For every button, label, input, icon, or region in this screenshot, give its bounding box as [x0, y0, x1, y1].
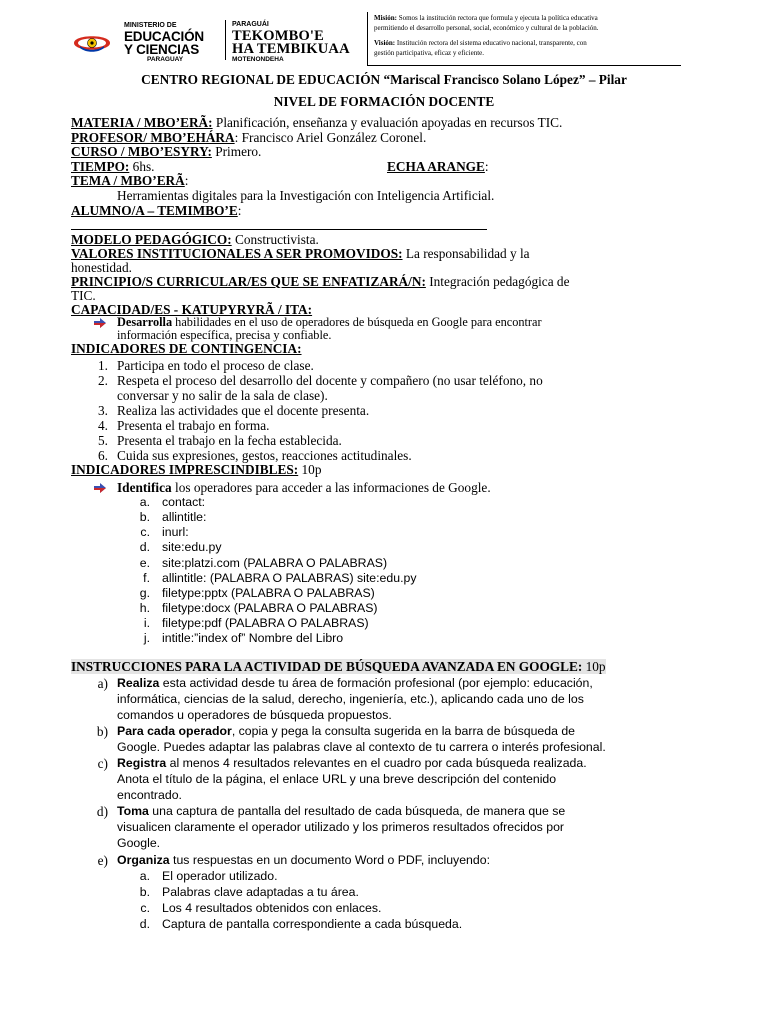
operator-item: allintitle: (PALABRA O PALABRAS) site:edu.py [162, 571, 417, 585]
guarani-line4: MOTENONDEHA [232, 56, 284, 63]
operator-item: filetype:docx (PALABRA O PALABRAS) [162, 601, 378, 615]
instr-d [117, 804, 565, 819]
instr-d-text2: visualicen claramente el operador utilizado y los primeros resultados ofrecidos por [117, 820, 565, 834]
contingencia-item-num: 6. [98, 448, 108, 463]
instr-e-item-num: a. [139, 869, 150, 883]
instr-a-text2: informática, ciencias de la salud, derecho, ingeniería, etc.), aplicando cada uno de los [117, 692, 584, 706]
instr-c-num: c) [97, 756, 108, 771]
instr-e-item-num: d. [139, 917, 150, 931]
principio-value: Integración pedagógica de [425, 274, 570, 289]
contingencia-item-num: 5. [98, 433, 108, 448]
instrucciones-score: 10p [582, 659, 606, 674]
instr-b-bold: Para cada operador [117, 724, 232, 738]
instr-b-text2: Google. Puedes adaptar las palabras clave al contexto de tu carrera o interés profesional. [117, 740, 606, 754]
instr-c [117, 756, 587, 771]
ministry-line3: Y CIENCIAS [124, 42, 200, 57]
valores-label: VALORES INSTITUCIONALES A SER PROMOVIDOS: [71, 246, 403, 261]
contingencia-item: Presenta el trabajo en la fecha establecida. [117, 433, 342, 448]
operator-item: contact: [162, 495, 206, 509]
tema-value: Herramientas digitales para la Investigación con Inteligencia Artificial. [117, 188, 495, 203]
operator-item-num: f. [143, 571, 150, 585]
capacidad-rest: habilidades en el uso de operadores de búsqueda en Google para encontrar [172, 315, 542, 329]
instr-e-bold: Organiza [117, 853, 170, 867]
mission-line [374, 13, 681, 23]
profesor-label: PROFESOR/ MBO’EHÁRA [71, 130, 235, 145]
valores-value2: honestidad. [71, 260, 132, 275]
vision-line2: gestión participativa, eficaz y eficiente. [374, 49, 485, 57]
instr-e-item: Palabras clave adaptadas a tu área. [162, 885, 359, 899]
materia-value: Planificación, enseñanza y evaluación apoyadas en recursos TIC. [212, 115, 563, 130]
guarani-line1: PARAGUÁI [232, 21, 269, 28]
contingencia-item-num: 2. [98, 373, 108, 388]
instr-d-bold: Toma [117, 804, 149, 818]
materia-label: MATERIA / MBO’ERÃ: [71, 115, 213, 130]
operator-item: filetype:pdf (PALABRA O PALABRAS) [162, 616, 369, 630]
capacidad-label-text: CAPACIDAD/ES - KATUPYRYRÃ / ITA: [71, 302, 313, 317]
imprescindibles-lead-text: los operadores para acceder a las informaciones de Google. [171, 480, 491, 495]
guarani-logo [232, 18, 372, 64]
tema-label: TEMA / MBO’ERÃ [71, 173, 185, 188]
vision-label: Visión: [374, 39, 396, 47]
capacidad-bold: Desarrolla [117, 315, 173, 329]
alumno-colon: : [237, 203, 242, 218]
profesor-value: : Francisco Ariel González Coronel. [234, 130, 427, 145]
instr-a-num: a) [97, 676, 108, 691]
tema-line [71, 173, 188, 188]
instr-a-bold: Realiza [117, 676, 160, 690]
alumno-line [71, 203, 241, 218]
mission-text: Somos la institución rectora que formula y ejecuta la política educativa [396, 14, 598, 22]
instr-a-text3: comandos u operadores de búsqueda propuestos. [117, 708, 392, 722]
arrow-bullet-icon [94, 318, 106, 328]
ministry-line2: EDUCACIÓN [124, 29, 204, 44]
instr-e-item-num: c. [140, 901, 150, 915]
contingencia-item: Presenta el trabajo en forma. [117, 418, 270, 433]
imprescindibles-label: INDICADORES IMPRESCINDIBLES: [71, 462, 299, 477]
imprescindibles-lead [117, 480, 491, 495]
principio-value2: TIC. [71, 288, 96, 303]
contingencia-item-num: 1. [98, 358, 108, 373]
paraguay-seal-icon [72, 30, 112, 56]
tiempo-value: 6hs. [129, 159, 155, 174]
curso-value: Primero. [211, 144, 262, 159]
tiempo-label: TIEMPO: [71, 159, 130, 174]
contingencia-item: conversar y no salir de la sala de clase). [117, 388, 328, 403]
ministry-line4: PARAGUAY [147, 56, 184, 63]
modelo-value: Constructivista. [231, 232, 319, 247]
operator-item-num: d. [139, 540, 150, 554]
imprescindibles-lead-bold: Identifica [117, 480, 172, 495]
level-title: NIVEL DE FORMACIÓN DOCENTE [273, 94, 495, 109]
fecha-label: ECHA ARANGE [387, 159, 485, 174]
mission-label: Misión: [374, 14, 397, 22]
contingencia-item-num: 4. [98, 418, 108, 433]
instr-c-text3: encontrado. [117, 788, 182, 802]
instr-e-num: e) [97, 853, 108, 868]
contingencia-item: Participa en todo el proceso de clase. [117, 358, 314, 373]
instr-e-item: Los 4 resultados obtenidos con enlaces. [162, 901, 382, 915]
tiempo-line [71, 159, 154, 174]
operator-item-num: b. [139, 510, 150, 524]
instr-b-text: , copia y pega la consulta sugerida en la barra de búsqueda de [231, 724, 576, 738]
operator-item: site:edu.py [162, 540, 222, 554]
instr-e [117, 853, 490, 868]
operator-item: intitle:”index of” Nombre del Libro [162, 631, 344, 645]
vision-text: Institución rectora del sistema educativo nacional, transparente, con [395, 39, 587, 47]
contingencia-item: Realiza las actividades que el docente presenta. [117, 403, 370, 418]
imprescindibles-score: 10p [298, 462, 322, 477]
curso-line [71, 144, 261, 159]
fecha-line [387, 159, 489, 174]
operator-item: site:platzi.com (PALABRA O PALABRAS) [162, 556, 388, 570]
instr-b [117, 724, 575, 739]
instr-d-text: una captura de pantalla del resultado de cada búsqueda, de manera que se [148, 804, 566, 818]
materia-line [71, 115, 562, 130]
principio-line [71, 274, 570, 289]
institution-title: CENTRO REGIONAL DE EDUCACIÓN “Mariscal Francisco Solano López” – Pilar [141, 72, 627, 87]
guarani-line2: TEKOMBO'E [232, 28, 325, 44]
instr-a [117, 676, 593, 691]
curso-label: CURSO / MBO’ESYRY: [71, 144, 212, 159]
instr-b-num: b) [96, 724, 108, 739]
tema-colon: : [184, 173, 189, 188]
contingencia-item: Cuida sus expresiones, gestos, reacciones actitudinales. [117, 448, 412, 463]
principio-label: PRINCIPIO/S CURRICULAR/ES QUE SE ENFATIZARÁ/N: [71, 274, 426, 289]
operator-item: allintitle: [162, 510, 207, 524]
ministry-logo [72, 18, 232, 64]
instr-e-item: Captura de pantalla correspondiente a cada búsqueda. [162, 917, 463, 931]
modelo-label: MODELO PEDAGÓGICO: [71, 232, 232, 247]
vision-line [374, 38, 681, 48]
operator-item: inurl: [162, 525, 189, 539]
operator-item-num: j. [143, 631, 150, 645]
valores-line [71, 246, 530, 261]
guarani-line3: HA TEMBIKUAA [232, 41, 350, 57]
operator-item-num: e. [139, 556, 150, 570]
modelo-line [71, 232, 319, 247]
instrucciones-label: INSTRUCCIONES PARA LA ACTIVIDAD DE BÚSQUEDA AVANZADA EN GOOGLE: [71, 659, 583, 674]
instr-e-item-num: b. [139, 885, 150, 899]
operator-item: filetype:pptx (PALABRA O PALABRAS) [162, 586, 375, 600]
instr-c-bold: Registra [117, 756, 167, 770]
mission-vision-box [367, 12, 681, 66]
alumno-label: ALUMNO/A – TEMIMBO’E [71, 203, 238, 218]
contingencia-item-num: 3. [98, 403, 108, 418]
instr-c-text2: Anota el título de la página, el enlace URL y una breve descripción del contenido [117, 772, 557, 786]
instr-a-text: esta actividad desde tu área de formación profesional (por ejemplo: educación, [159, 676, 593, 690]
contingencia-label [71, 341, 302, 356]
imprescindibles-line [71, 462, 321, 477]
operator-item-num: i. [143, 616, 150, 630]
header-divider [225, 20, 226, 60]
operator-item-num: a. [139, 495, 150, 509]
instr-e-item: El operador utilizado. [162, 869, 278, 883]
profesor-line [71, 130, 426, 145]
operator-item-num: h. [139, 601, 150, 615]
alumno-blank-line [71, 229, 487, 230]
ministry-line1: MINISTERIO DE [124, 22, 177, 29]
operator-item-num: g. [139, 586, 150, 600]
contingencia-item: Respeta el proceso del desarrollo del docente y compañero (no usar teléfono, no [117, 373, 543, 388]
operator-item-num: c. [140, 525, 150, 539]
letterhead [62, 14, 682, 66]
valores-value: La responsabilidad y la [402, 246, 530, 261]
mission-line2: permitiendo el desarrollo personal, social, económico y cultural de la población. [374, 24, 599, 32]
instr-d-num: d) [96, 804, 108, 819]
arrow-bullet-icon [94, 483, 106, 493]
instr-d-text3: Google. [117, 836, 161, 850]
instr-c-text: al menos 4 resultados relevantes en el cuadro por cada búsqueda realizada. [166, 756, 587, 770]
fecha-colon: : [484, 159, 489, 174]
instr-e-text: tus respuestas en un documento Word o PDF, incluyendo: [169, 853, 490, 867]
contingencia-label-text: INDICADORES DE CONTINGENCIA: [71, 341, 302, 356]
capacidad-text2: información específica, precisa y confiable. [117, 328, 332, 342]
instrucciones-line [71, 659, 606, 674]
